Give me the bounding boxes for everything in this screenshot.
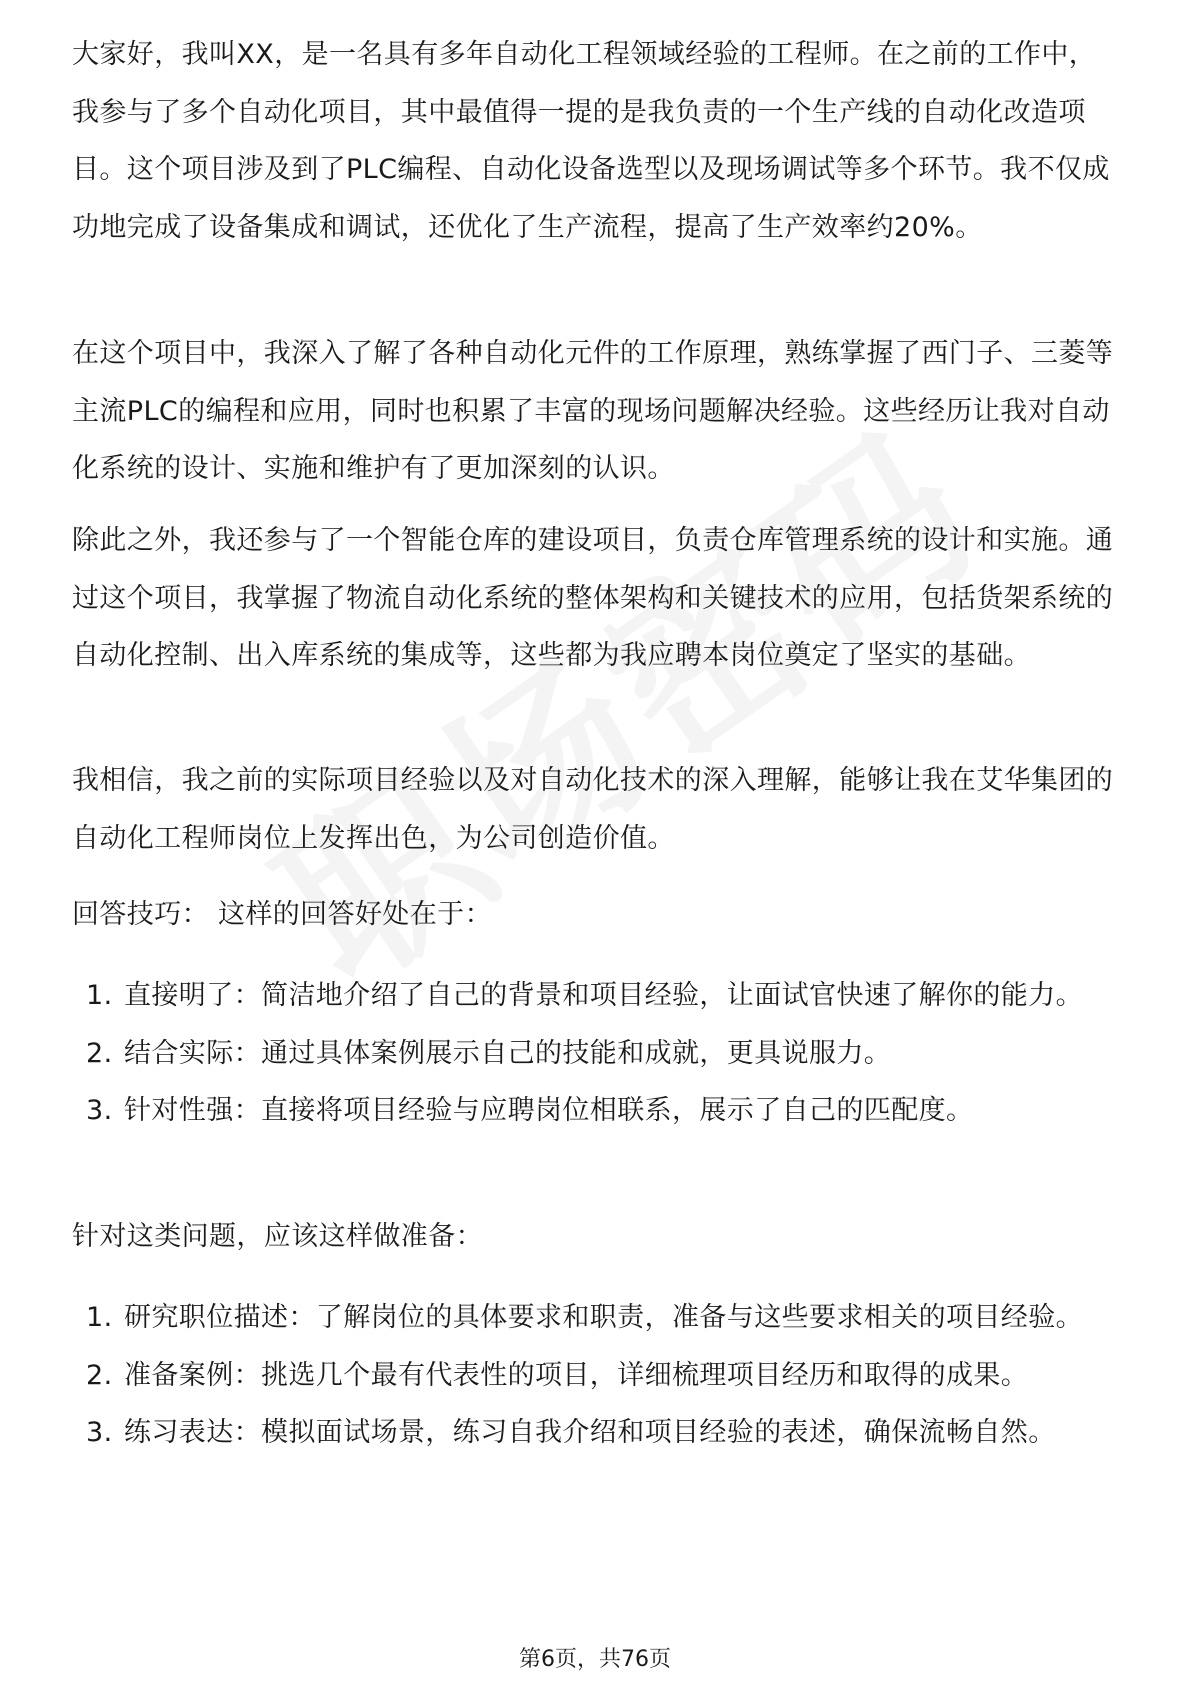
tips-heading: 回答技巧： 这样的回答好处在于： (72, 899, 492, 930)
list-item (72, 1289, 1120, 1347)
list-text: 结合实际：通过具体案例展示自己的技能和成就，更具说服力。 (124, 1037, 892, 1069)
prep-list (72, 1289, 1120, 1462)
list-number: 1. (86, 980, 113, 1011)
page-number: 第6页，共76页 (519, 1647, 671, 1672)
list-text: 准备案例：挑选几个最有代表性的项目，详细梳理项目经历和取得的成果。 (124, 1359, 1029, 1391)
list-item (72, 967, 1120, 1025)
tips-list (72, 967, 1120, 1140)
list-item (72, 1025, 1120, 1083)
intro-paragraph: 大家好，我叫XX，是一名具有多年自动化工程领域经验的工程师。在之前的工作中，我参与了多个自动化项目，其中最值得一提的是我负责的一个生产线的自动化改造项目。这个项目涉及到了PLC编程、自动化设备选型以及现场调试等多个环节。我不仅成功地完成了设备集成和调试，还优化了生产流程，提高了生产效率约20%。 (72, 39, 1110, 243)
list-item (72, 1404, 1120, 1462)
list-item (72, 1347, 1120, 1405)
list-number: 3. (86, 1095, 113, 1126)
list-text: 针对性强：直接将项目经验与应聘岗位相联系，展示了自己的匹配度。 (124, 1095, 974, 1126)
list-text: 练习表达：模拟面试场景，练习自我介绍和项目经验的表述，确保流畅自然。 (124, 1417, 1056, 1448)
list-number: 2. (86, 1037, 113, 1069)
prep-heading: 针对这类问题，应该这样做准备： (72, 1221, 483, 1252)
list-text: 直接明了：简洁地介绍了自己的背景和项目经验，让面试官快速了解你的能力。 (124, 980, 1083, 1011)
conclusion-paragraph: 我相信，我之前的实际项目经验以及对自动化技术的深入理解，能够让我在艾华集团的自动化工程师岗位上发挥出色，为公司创造价值。 (72, 765, 1114, 854)
list-item (72, 1082, 1120, 1140)
list-text: 研究职位描述：了解岗位的具体要求和职责，准备与这些要求相关的项目经验。 (124, 1302, 1083, 1333)
warehouse-paragraph: 除此之外，我还参与了一个智能仓库的建设项目，负责仓库管理系统的设计和实施。通过这个项目，我掌握了物流自动化系统的整体架构和关键技术的应用，包括货架系统的自动化控制、出入库系统的集成等，这些都为我应聘本岗位奠定了坚实的基础。 (72, 525, 1114, 671)
project-detail-paragraph: 在这个项目中，我深入了解了各种自动化元件的工作原理，熟练掌握了西门子、三菱等主流PLC的编程和应用，同时也积累了丰富的现场问题解决经验。这些经历让我对自动化系统的设计、实施和维护有了更加深刻的认识。 (72, 338, 1114, 484)
list-number: 3. (86, 1417, 113, 1448)
list-number: 1. (86, 1302, 113, 1333)
list-number: 2. (86, 1359, 113, 1391)
